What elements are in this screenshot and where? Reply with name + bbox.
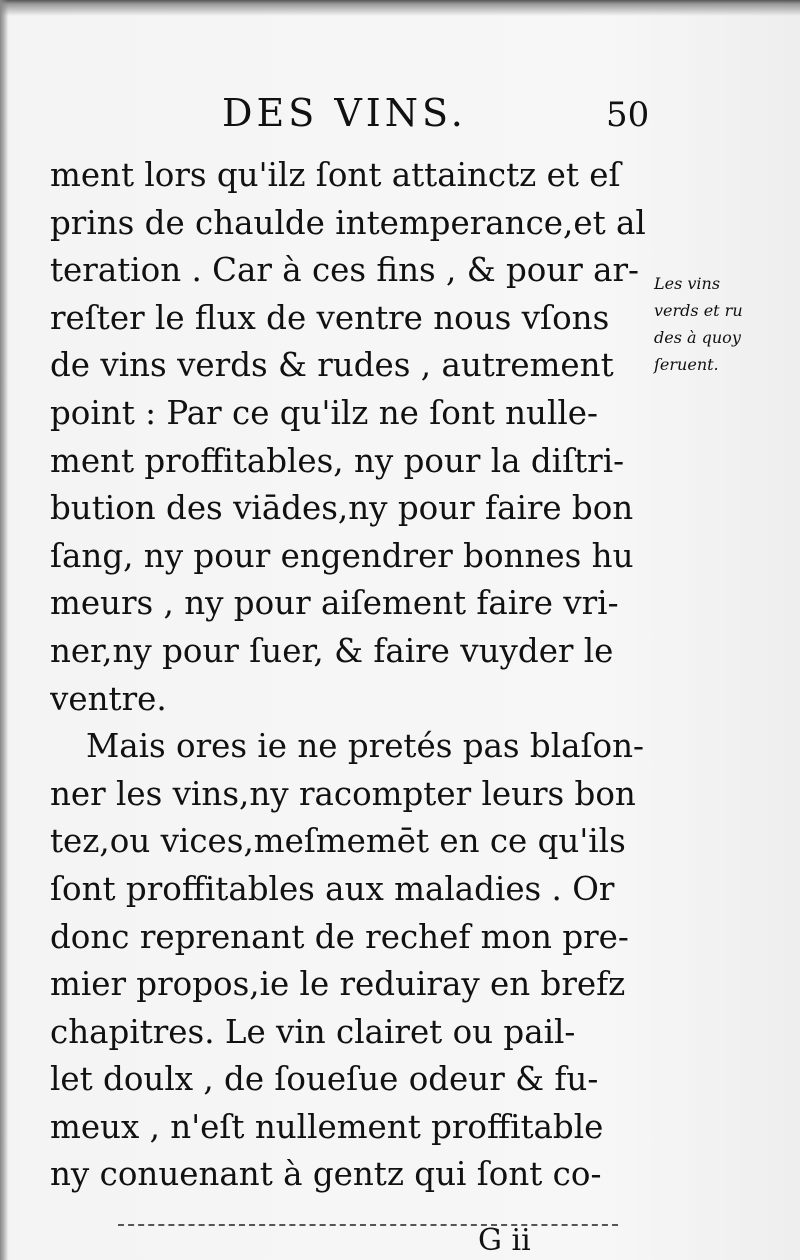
text-line: ner les vins,ny racompter leurs bon <box>50 774 636 813</box>
text-line: point : Par ce qu'ilz ne ſont nulle- <box>50 393 598 432</box>
text-line: donc reprenant de rechef mon pre- <box>50 917 629 956</box>
text-line: ny conuenant à gentz qui ſont co- <box>50 1155 602 1194</box>
text-line: reſter le flux de ventre nous vſons <box>50 298 610 337</box>
margin-note-line: des à quoy <box>654 328 741 347</box>
margin-note <box>654 270 794 378</box>
body-text <box>50 152 650 1199</box>
bleed-through-rule <box>118 1224 618 1226</box>
running-title: DES VINS. <box>222 91 467 135</box>
text-line: chapitres. Le vin clairet ou pail- <box>50 1012 576 1051</box>
page-top-shadow <box>0 0 800 16</box>
text-line: bution des viādes,ny pour faire bon <box>50 489 634 528</box>
margin-note-line: verds et ru <box>654 301 743 320</box>
text-line: ſont proffitables aux maladies . Or <box>50 869 615 908</box>
text-line: meurs , ny pour aiſement faire vri- <box>50 584 619 623</box>
page-header <box>0 88 800 138</box>
text-line: ment proffitables, ny pour la diſtri- <box>50 441 625 480</box>
margin-note-line: ſeruent. <box>654 355 719 374</box>
paragraph-start-line: Mais ores ie ne pretés pas blaſon- <box>86 727 645 766</box>
page-number: 50 <box>606 95 650 135</box>
text-line: let doulx , de ſoueſue odeur & fu- <box>50 1060 599 1099</box>
text-line: mier propos,ie le reduiray en brefz <box>50 965 626 1004</box>
text-line: ſang, ny pour engendrer bonnes hu <box>50 536 634 575</box>
text-line: ner,ny pour ſuer, & faire vuyder le <box>50 631 614 670</box>
text-line: meux , n'eſt nullement proffitable <box>50 1107 604 1146</box>
text-line: teration . Car à ces fins , & pour ar- <box>50 251 640 290</box>
text-line: prins de chaulde intemperance,et al <box>50 203 646 242</box>
text-line: de vins verds & rudes , autrement <box>50 346 614 385</box>
text-line: ventre. <box>50 679 167 718</box>
text-line: tez,ou vices,meſmemēt en ce qu'ils <box>50 822 626 861</box>
text-line: ment lors qu'ilz ſont attainctz et eſ <box>50 156 621 194</box>
margin-note-line: Les vins <box>654 274 721 293</box>
signature-mark: G ii <box>478 1223 531 1258</box>
page-gutter-edge <box>0 0 8 1260</box>
